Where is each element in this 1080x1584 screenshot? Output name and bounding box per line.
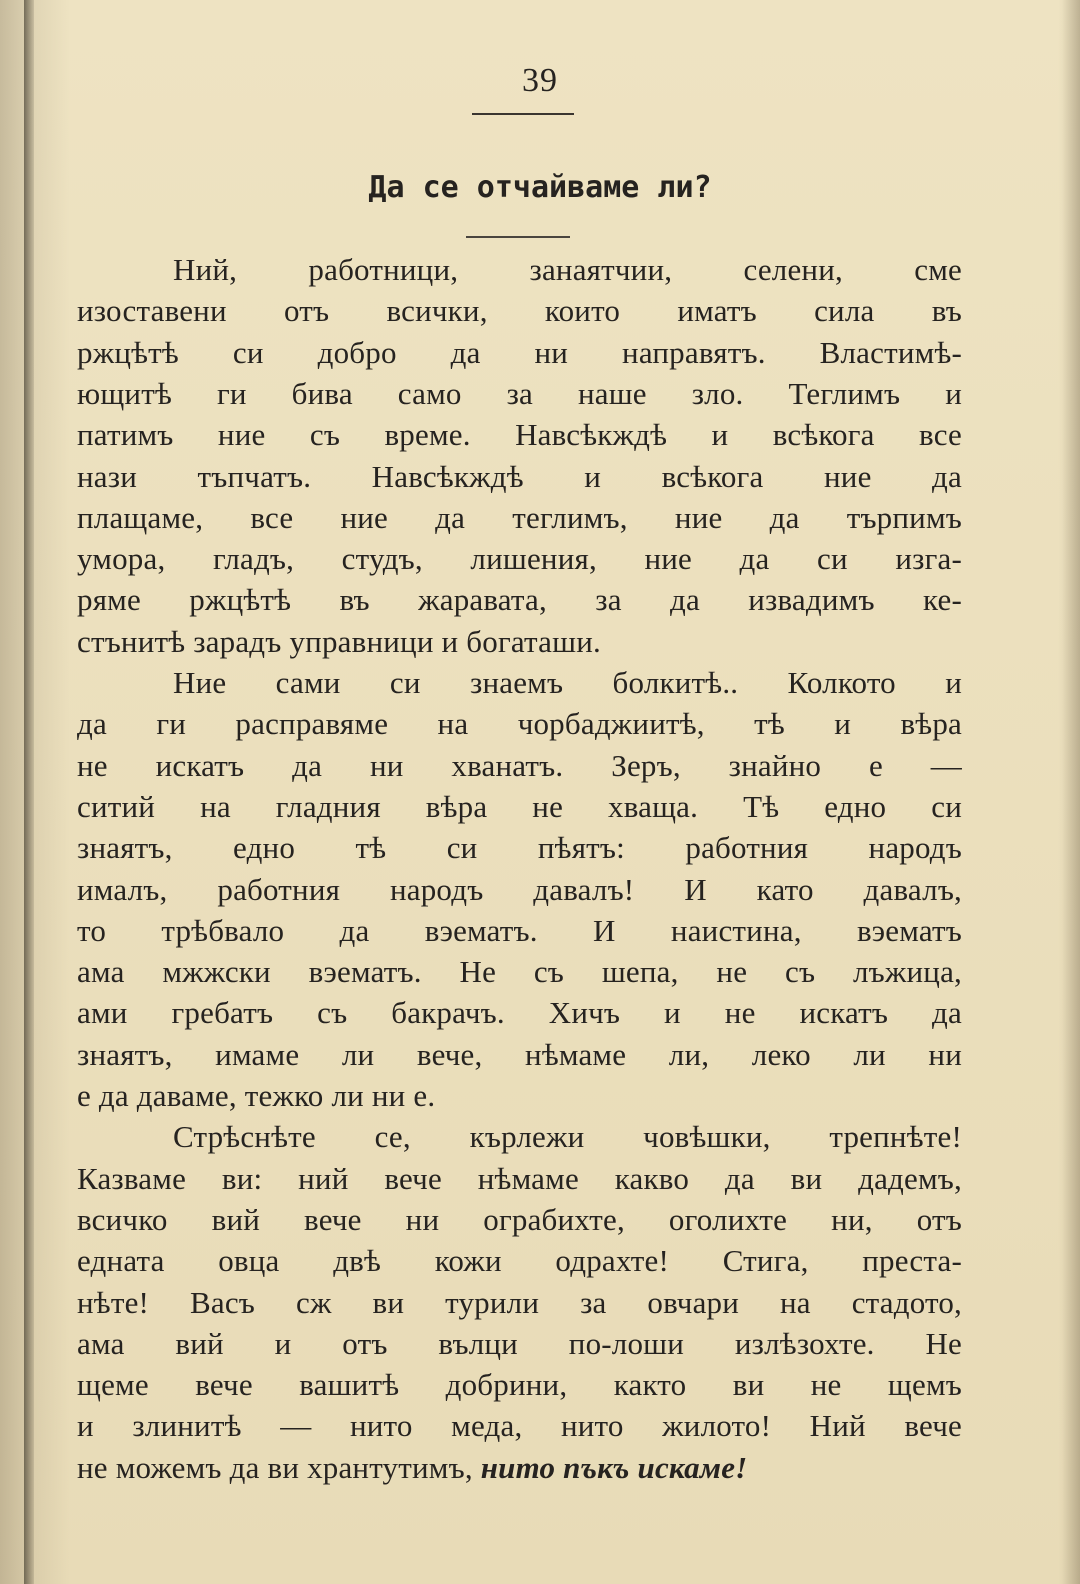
text-line-content: едната овца двѣ кожи одрахте! Стига, преста- — [77, 1243, 962, 1279]
text-line — [173, 1117, 962, 1157]
body-text — [77, 250, 962, 1550]
page-number-rule — [472, 113, 574, 115]
text-line — [77, 1448, 962, 1488]
text-line-content: нази тъпчатъ. Навсѣкждѣ и всѣкога ние да — [77, 458, 962, 494]
text-line — [173, 250, 962, 290]
page-right-edge — [1062, 0, 1080, 1584]
text-line-content: Ний, работници, занаятчии, селени, сме — [173, 252, 962, 287]
text-line-content: не искатъ да ни хванатъ. Зеръ, знайно е — — [77, 747, 962, 783]
text-line — [77, 1035, 962, 1075]
text-line-content: знаятъ, имаме ли вече, нѣмаме ли, леко ли ни — [77, 1036, 962, 1072]
text-line-content: ама мжжски вэематъ. Не съ шепа, не съ лъжица, — [77, 954, 962, 990]
text-line-content: да ги расправяме на чорбаджиитѣ, тѣ и вѣра — [77, 706, 962, 742]
text-line-content: знаятъ, едно тѣ си пѣятъ: работния народъ — [77, 830, 962, 866]
page-spine-shadow — [24, 0, 34, 1584]
text-line-content: ама вий и отъ вълци по-лоши излѣзохте. Не — [77, 1325, 962, 1361]
text-line — [77, 498, 962, 538]
text-line — [77, 415, 962, 455]
text-line — [77, 870, 962, 910]
text-line-content: умора, гладъ, студъ, лишения, ние да си изга- — [77, 541, 962, 577]
text-line — [77, 457, 962, 497]
page-title: Да се отчайваме ли? — [368, 170, 712, 205]
text-line — [77, 1076, 962, 1116]
text-line-content: Ние сами си знаемъ болкитѣ.. Колкото и — [173, 665, 962, 700]
text-line — [77, 1283, 962, 1323]
text-line-content: Стрѣснѣте се, кърлежи човѣшки, трепнѣте! — [173, 1119, 962, 1155]
text-line — [77, 1241, 962, 1281]
text-line — [77, 1365, 962, 1405]
text-line-content: не можемъ да ви хрантутимъ, — [77, 1449, 473, 1485]
text-line-content: ржцѣтѣ си добро да ни направятъ. Властимѣ- — [77, 334, 962, 370]
text-line — [77, 1159, 962, 1199]
text-line-content: ющитѣ ги бива само за наше зло. Теглимъ и — [77, 375, 962, 411]
text-line — [77, 704, 962, 744]
text-line-content: плащаме, все ние да теглимъ, ние да търпимъ — [77, 499, 962, 535]
text-line-content: ситий на гладния вѣра не хваща. Тѣ едно си — [77, 788, 962, 824]
text-line — [77, 952, 962, 992]
text-line-content: ряме ржцѣтѣ въ жаравата, за да извадимъ ке- — [77, 582, 962, 618]
text-line-content: е да даваме, тежко ли ни е. — [77, 1078, 436, 1113]
text-line — [77, 374, 962, 414]
text-line-content: щеме вече вашитѣ добрини, както ви не щемъ — [77, 1367, 962, 1403]
text-line — [173, 663, 962, 703]
text-line — [77, 622, 962, 662]
text-line — [77, 539, 962, 579]
text-line-content: и злинитѣ — нито меда, нито жилото! Ний вече — [77, 1408, 962, 1444]
text-line — [77, 580, 962, 620]
text-line — [77, 787, 962, 827]
title-rule — [466, 236, 570, 238]
text-line-content: Казваме ви: ний вече нѣмаме какво да ви дадемъ, — [77, 1160, 962, 1196]
text-line — [77, 291, 962, 331]
text-line — [77, 993, 962, 1033]
text-line — [77, 1406, 962, 1446]
text-line — [77, 746, 962, 786]
text-line — [77, 828, 962, 868]
text-line — [77, 1200, 962, 1240]
page-number: 39 — [522, 62, 558, 99]
text-line-content: то трѣбвало да вэематъ. И наистина, вэематъ — [77, 912, 962, 948]
text-line-content: ималъ, работния народъ давалъ! И като давалъ, — [77, 871, 962, 907]
text-line-content: патимъ ние съ време. Навсѣкждѣ и всѣкога все — [77, 417, 962, 453]
text-line-content: изоставени отъ всички, които иматъ сила въ — [77, 293, 962, 329]
text-line-content: ами гребатъ съ бакрачъ. Хичъ и не искатъ да — [77, 995, 962, 1031]
text-line-content: нѣте! Васъ сж ви турили за овчари на стадото, — [77, 1284, 962, 1320]
emphasized-text: нито пъкъ искаме! — [480, 1449, 748, 1485]
text-line — [77, 911, 962, 951]
text-line-content: стънитѣ зарадъ управници и богаташи. — [77, 623, 601, 659]
text-line-content: всичко вий вече ни ограбихте, оголихте ни, отъ — [77, 1201, 962, 1237]
text-line — [77, 333, 962, 373]
text-line — [77, 1324, 962, 1364]
